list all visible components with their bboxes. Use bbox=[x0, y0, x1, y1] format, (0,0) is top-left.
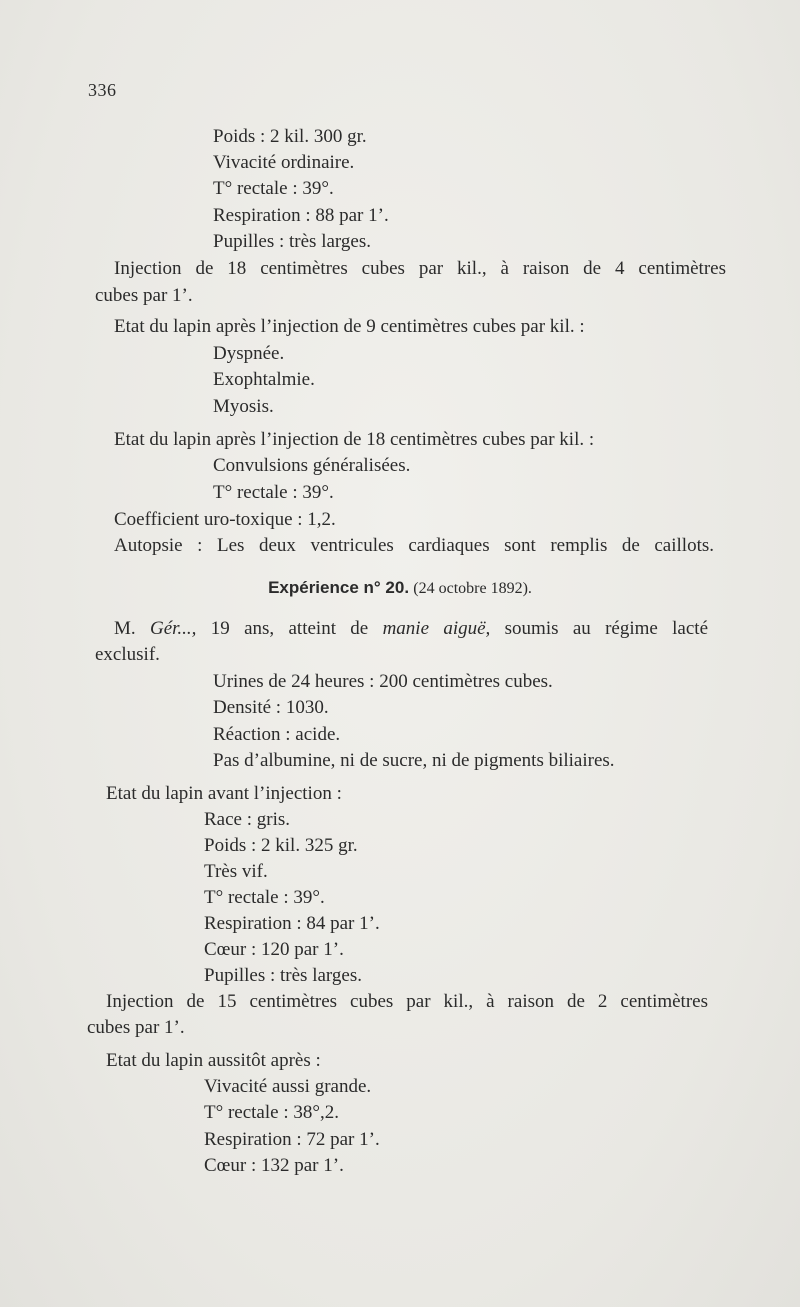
state-after-injection: Etat du lapin aussitôt après : bbox=[106, 1050, 321, 1071]
patient-name: Gér..., bbox=[149, 618, 197, 639]
rabbit-vivacity: Vivacité ordinaire. bbox=[213, 152, 355, 173]
rabbit-race: Race : gris. bbox=[204, 809, 291, 830]
symptom-convulsions: Convulsions généralisées. bbox=[213, 455, 411, 476]
rabbit-weight-2: Poids : 2 kil. 325 gr. bbox=[204, 835, 358, 856]
experiment-title: Expérience n° 20. bbox=[268, 578, 410, 597]
pupils-state-2: Pupilles : très larges. bbox=[204, 965, 362, 986]
urine-volume: Urines de 24 heures : 200 centimètres cubes. bbox=[213, 671, 553, 692]
patient-line-continued: exclusif. bbox=[95, 644, 160, 665]
respiration-rate-2: Respiration : 84 par 1’. bbox=[204, 913, 380, 934]
patient-line bbox=[114, 616, 708, 642]
injection-line-continued: cubes par 1’. bbox=[95, 285, 193, 306]
rectal-temperature-2: T° rectale : 39°. bbox=[213, 482, 334, 503]
rectal-temperature-3: T° rectale : 39°. bbox=[204, 887, 325, 908]
injection-line-2-continued: cubes par 1’. bbox=[87, 1017, 185, 1038]
experiment-date: (24 octobre 1892). bbox=[413, 580, 532, 597]
state-after-18cc: Etat du lapin après l’injection de 18 centimètres cubes par kil. : bbox=[114, 429, 595, 450]
rectal-temperature: T° rectale : 39°. bbox=[213, 178, 334, 199]
heart-rate: Cœur : 120 par 1’. bbox=[204, 939, 344, 960]
injection-line: Injection de 18 centimètres cubes par kil., à raison de 4 centimètres bbox=[114, 258, 726, 279]
page-number: 336 bbox=[88, 80, 117, 100]
injection-line-2: Injection de 15 centimètres cubes par kil., à raison de 2 centimètres bbox=[106, 991, 708, 1012]
state-before-injection: Etat du lapin avant l’injection : bbox=[106, 783, 342, 804]
heart-rate-2: Cœur : 132 par 1’. bbox=[204, 1155, 344, 1176]
pupils-state: Pupilles : très larges. bbox=[213, 231, 371, 252]
vivacity-same: Vivacité aussi grande. bbox=[204, 1076, 372, 1097]
urine-findings: Pas d’albumine, ni de sucre, ni de pigments biliaires. bbox=[213, 750, 615, 771]
patient-regimen: soumis au régime lacté bbox=[504, 618, 709, 639]
symptom-exophthalmia: Exophtalmie. bbox=[213, 369, 315, 390]
respiration-rate: Respiration : 88 par 1’. bbox=[213, 205, 389, 226]
experiment-heading bbox=[0, 578, 800, 598]
state-after-9cc: Etat du lapin après l’injection de 9 centimètres cubes par kil. : bbox=[114, 316, 585, 337]
urine-density: Densité : 1030. bbox=[213, 697, 329, 718]
rectal-temperature-4: T° rectale : 38°,2. bbox=[204, 1102, 339, 1123]
patient-prefix: M. bbox=[114, 618, 136, 639]
rabbit-liveliness: Très vif. bbox=[204, 861, 268, 882]
autopsy-line: Autopsie : Les deux ventricules cardiaques sont remplis de caillots. bbox=[114, 535, 714, 556]
symptom-dyspnea: Dyspnée. bbox=[213, 343, 285, 364]
respiration-rate-3: Respiration : 72 par 1’. bbox=[204, 1129, 380, 1150]
urotoxic-coefficient: Coefficient uro-toxique : 1,2. bbox=[114, 509, 336, 530]
urine-reaction: Réaction : acide. bbox=[213, 724, 341, 745]
symptom-myosis: Myosis. bbox=[213, 396, 274, 417]
patient-age: 19 ans, atteint de bbox=[210, 618, 369, 639]
patient-diagnosis: manie aiguë, bbox=[382, 618, 491, 639]
rabbit-weight: Poids : 2 kil. 300 gr. bbox=[213, 126, 367, 147]
